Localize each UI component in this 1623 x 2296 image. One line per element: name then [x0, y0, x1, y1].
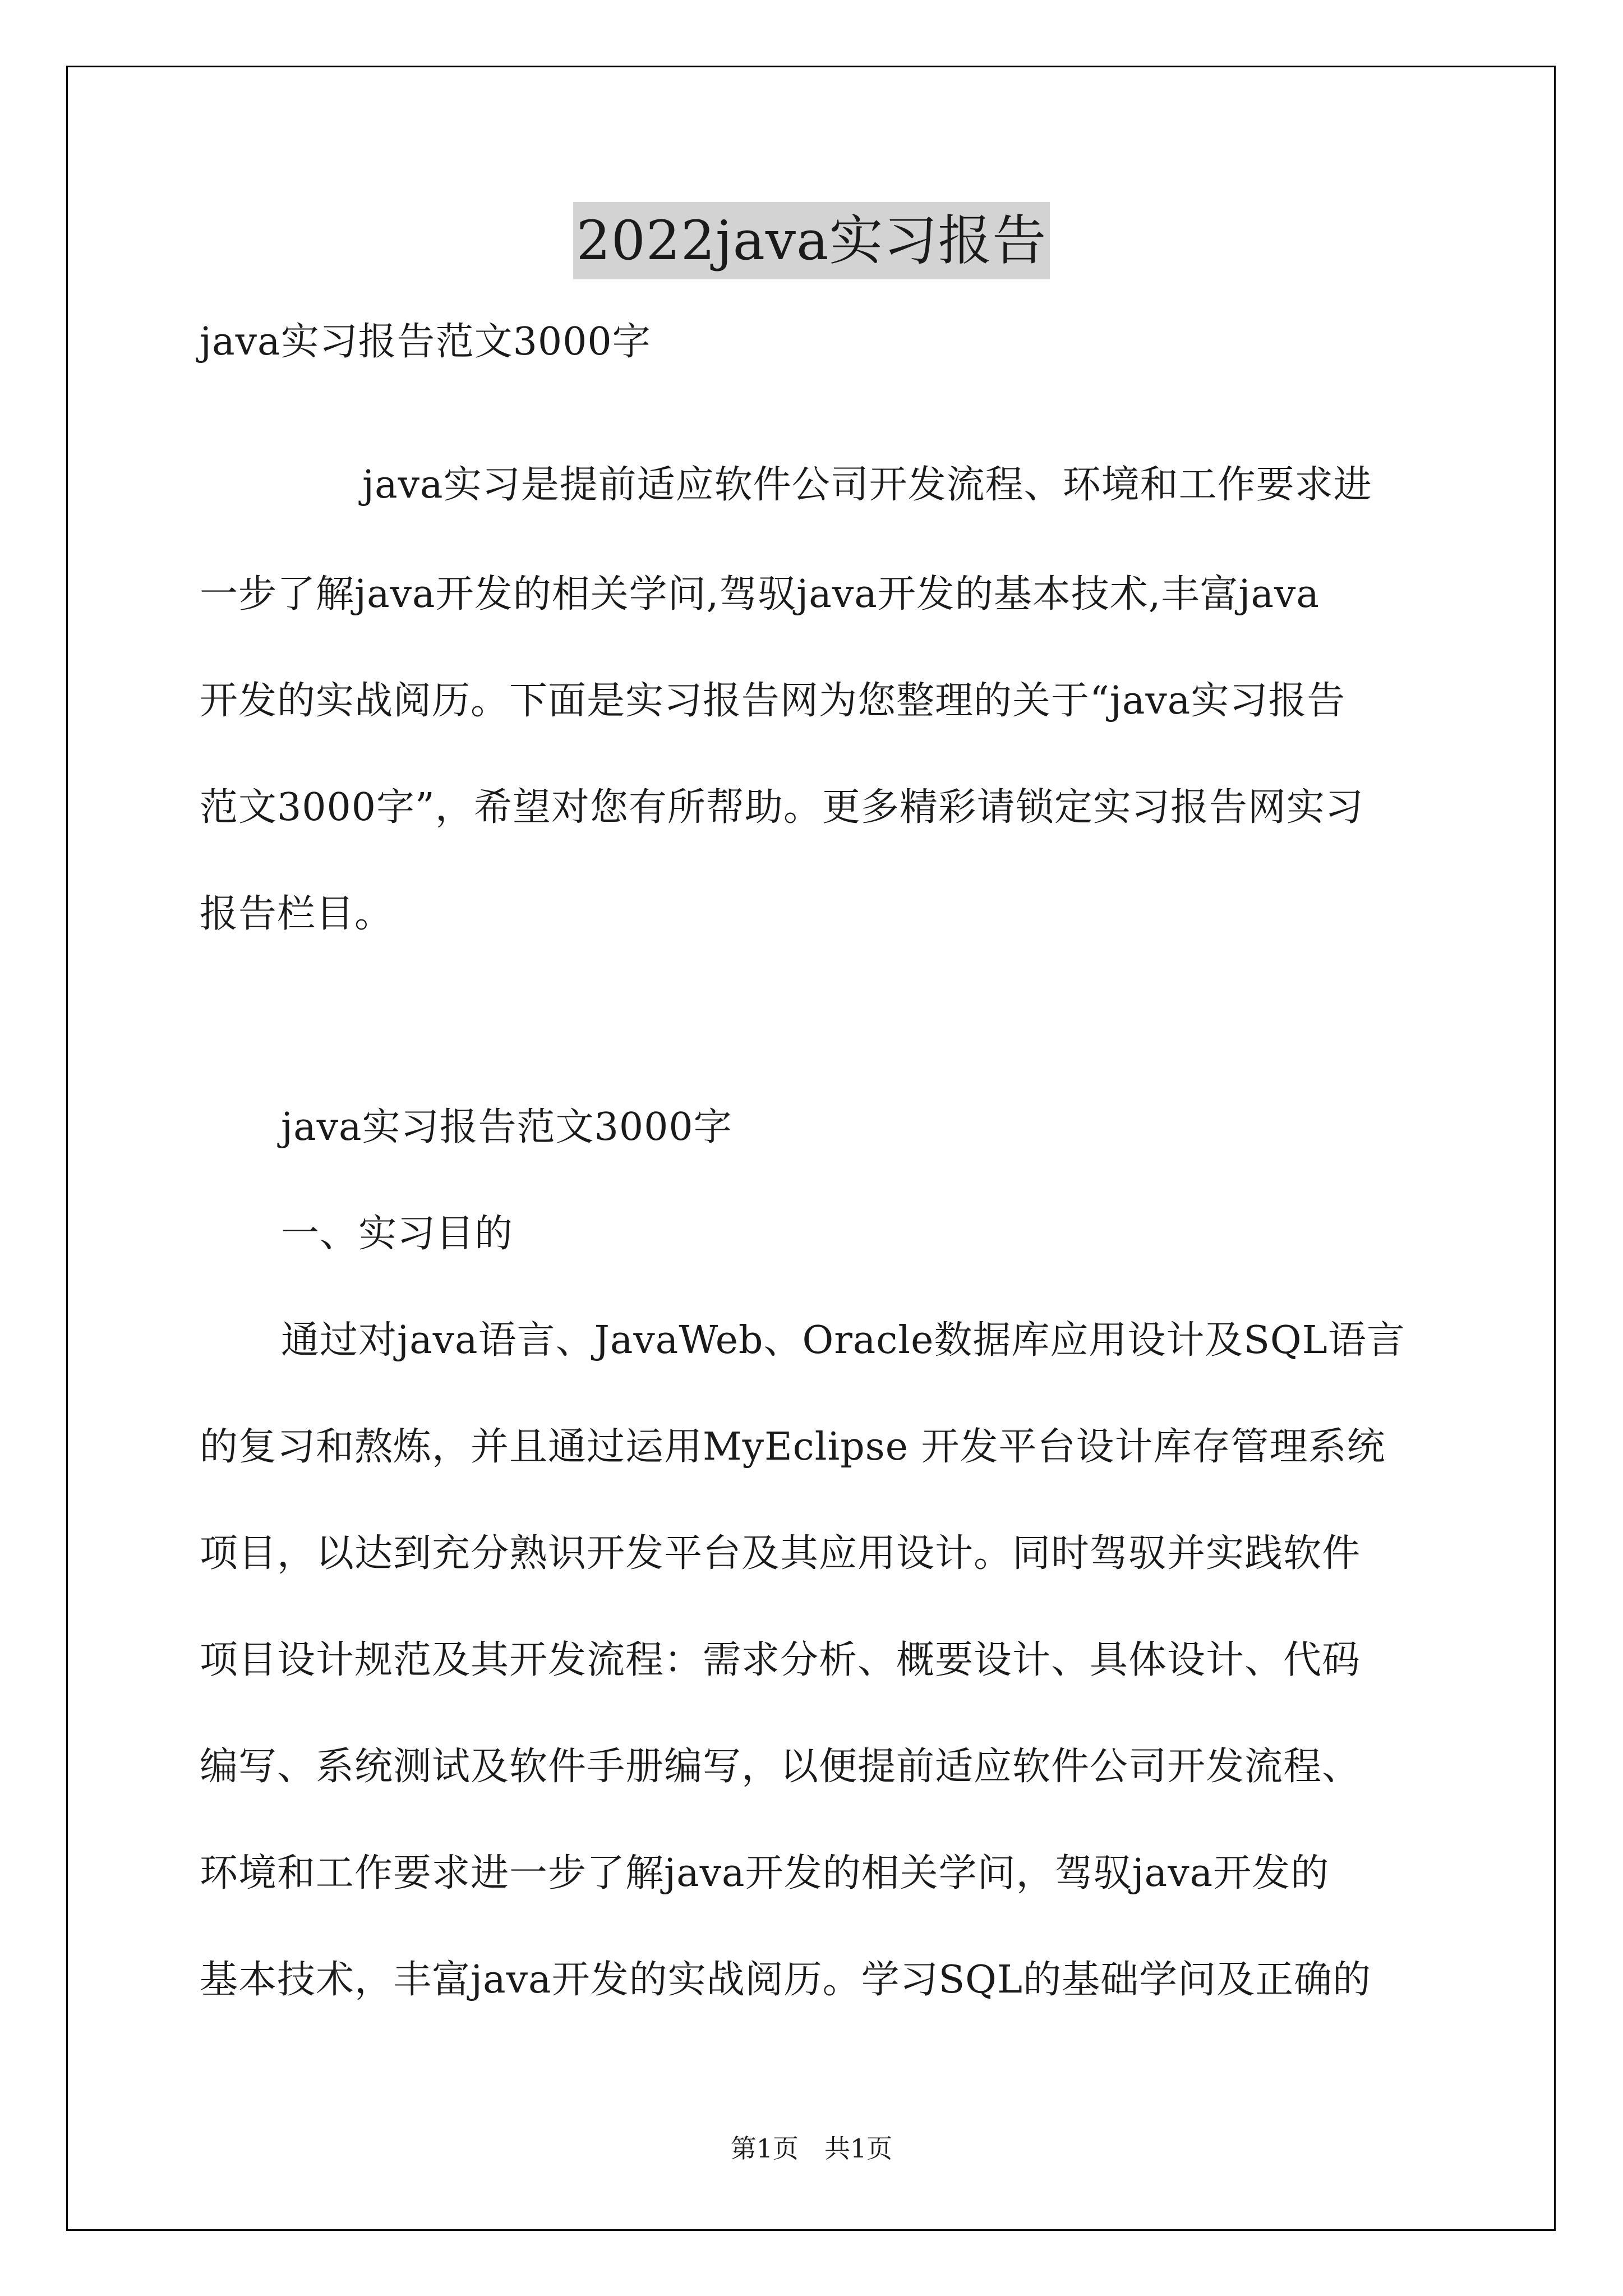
body-line: 基本技术，丰富java开发的实战阅历。学习SQL的基础学问及正确的 [200, 1958, 1372, 2002]
body-line: 通过对java语言、JavaWeb、Oracle数据库应用设计及SQL语言 [281, 1318, 1405, 1363]
title-container [0, 202, 1623, 279]
intro-line: 报告栏目。 [200, 892, 394, 936]
body-line: 环境和工作要求进一步了解java开发的相关学问，驾驭java开发的 [200, 1851, 1330, 1895]
section-heading: java实习报告范文3000字 [281, 1105, 732, 1149]
intro-line: java实习是提前适应软件公司开发流程、环境和工作要求进 [362, 463, 1372, 507]
section-one-title: 一、实习目的 [281, 1212, 514, 1256]
document-title: 2022java实习报告 [573, 202, 1050, 279]
body-line: 项目设计规范及其开发流程：需求分析、概要设计、具体设计、代码 [200, 1638, 1361, 1682]
intro-line: 一步了解java开发的相关学问,驾驭java开发的基本技术,丰富java [200, 572, 1320, 616]
page-number-footer: 第1页 共1页 [730, 2133, 893, 2164]
body-line: 项目，以达到充分熟识开发平台及其应用设计。同时驾驭并实践软件 [200, 1531, 1361, 1576]
body-line: 的复习和熬炼，并且通过运用MyEclipse 开发平台设计库存管理系统 [200, 1425, 1386, 1469]
document-subtitle: java实习报告范文3000字 [200, 320, 651, 364]
intro-line: 开发的实战阅历。下面是实习报告网为您整理的关于“java实习报告 [200, 679, 1346, 723]
body-line: 编写、系统测试及软件手册编写，以便提前适应软件公司开发流程、 [200, 1745, 1361, 1789]
intro-line: 范文3000字”，希望对您有所帮助。更多精彩请锁定实习报告网实习 [200, 785, 1364, 830]
